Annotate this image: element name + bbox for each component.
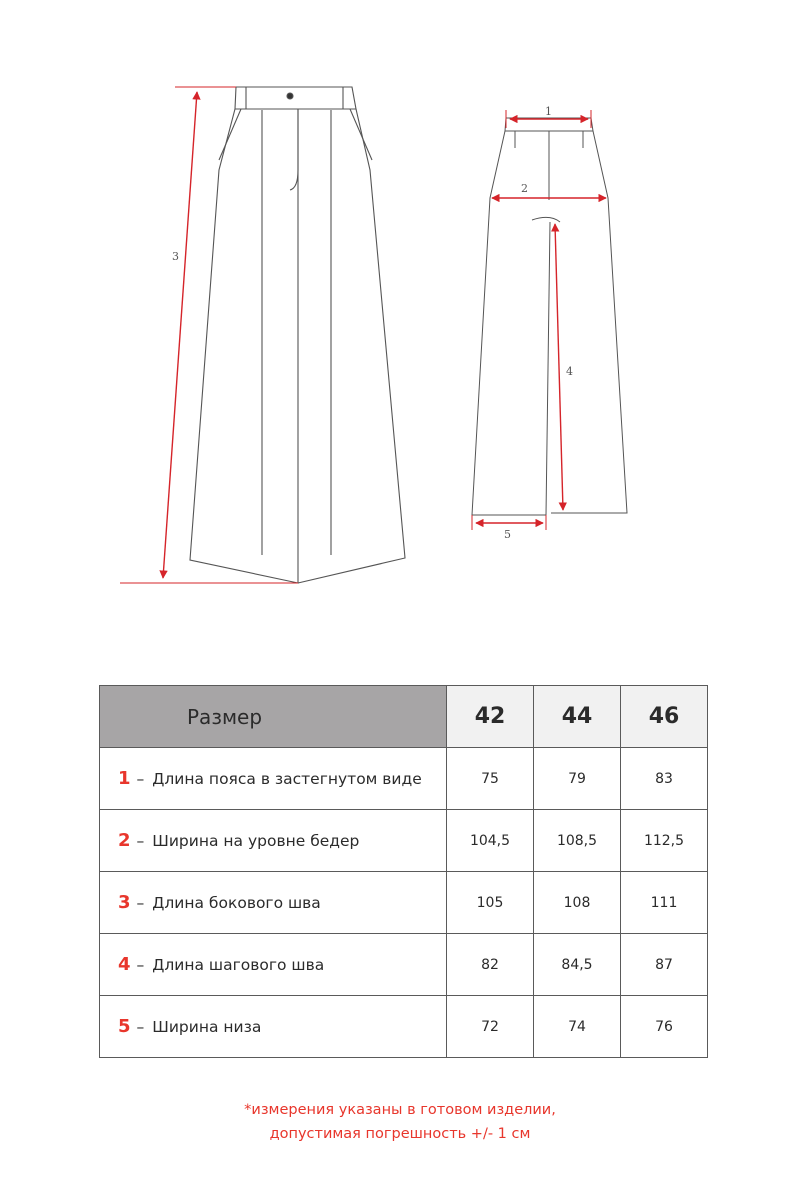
label-3: 3: [172, 250, 179, 263]
measurement-note: [0, 1098, 800, 1146]
note-line-2: допустимая погрешность +/- 1 см: [269, 1126, 531, 1142]
size-header-42: 42: [447, 686, 534, 748]
row-label: Длина бокового шва: [152, 894, 321, 912]
table-row: [100, 996, 708, 1058]
measure-line-3: [120, 87, 298, 583]
size-header-44: 44: [534, 686, 621, 748]
measure-line-4: [555, 224, 573, 510]
value-cell: 104,5: [447, 810, 534, 872]
value-cell: 75: [447, 748, 534, 810]
row-number: 3: [118, 892, 131, 913]
row-number: 5: [118, 1016, 131, 1037]
label-4: 4: [566, 365, 573, 378]
table-row: [100, 748, 708, 810]
table-header-row: [100, 686, 708, 748]
value-cell: 108: [534, 872, 621, 934]
row-number: 1: [118, 768, 131, 789]
value-cell: 84,5: [534, 934, 621, 996]
value-cell: 76: [621, 996, 708, 1058]
value-cell: 74: [534, 996, 621, 1058]
value-cell: 105: [447, 872, 534, 934]
row-dash: –: [136, 956, 145, 974]
size-table: [99, 685, 708, 1058]
row-dash: –: [136, 770, 145, 788]
row-number: 4: [118, 954, 131, 975]
row-dash: –: [136, 832, 145, 850]
row-dash: –: [136, 894, 145, 912]
front-view-pants: [190, 87, 405, 583]
value-cell: 111: [621, 872, 708, 934]
value-cell: 108,5: [534, 810, 621, 872]
value-cell: 112,5: [621, 810, 708, 872]
table-row: [100, 934, 708, 996]
label-5: 5: [504, 528, 511, 541]
value-cell: 87: [621, 934, 708, 996]
measure-line-5: [472, 515, 546, 541]
size-header-46: 46: [621, 686, 708, 748]
row-label: Ширина низа: [152, 1018, 262, 1036]
note-line-1: *измерения указаны в готовом изделии,: [244, 1102, 556, 1118]
value-cell: 72: [447, 996, 534, 1058]
size-header-label: Размер: [100, 686, 447, 748]
value-cell: 82: [447, 934, 534, 996]
row-label: Ширина на уровне бедер: [152, 832, 360, 850]
back-view-pants: [472, 118, 627, 515]
value-cell: 79: [534, 748, 621, 810]
label-2: 2: [521, 182, 528, 195]
row-label: Длина пояса в застегнутом виде: [152, 770, 422, 788]
table-row: [100, 872, 708, 934]
label-1: 1: [545, 105, 552, 118]
row-dash: –: [136, 1018, 145, 1036]
table-row: [100, 810, 708, 872]
value-cell: 83: [621, 748, 708, 810]
row-label: Длина шагового шва: [152, 956, 325, 974]
row-number: 2: [118, 830, 131, 851]
